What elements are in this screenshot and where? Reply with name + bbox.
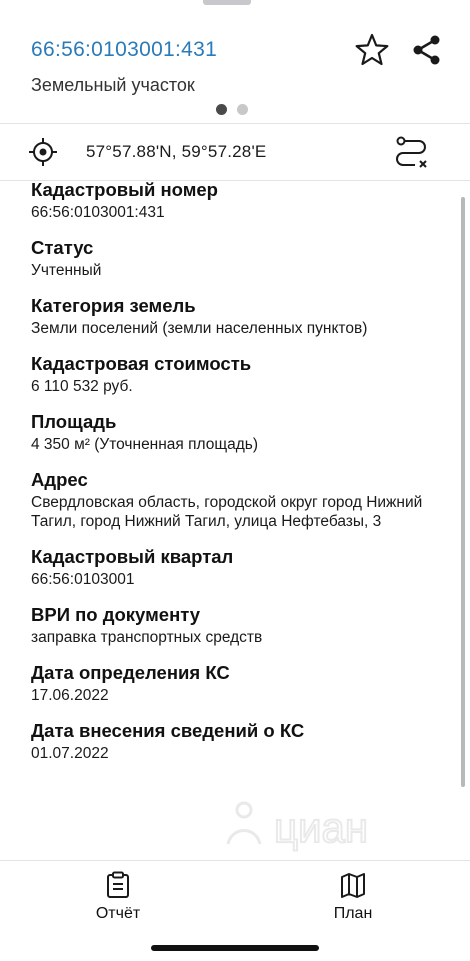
carousel-dot[interactable] [237,104,248,115]
field-label: ВРИ по документу [31,604,201,625]
clipboard-icon [105,871,131,899]
field-value: 4 350 м² (Уточненная площадь) [31,436,259,453]
tab-plan-label: План [333,905,373,922]
tab-report[interactable] [68,871,168,923]
field-label: Категория земель [31,295,196,316]
cadastral-number-title: 66:56:0103001:431 [31,38,218,61]
home-indicator[interactable] [151,945,319,951]
route-icon[interactable] [392,134,430,172]
object-type-subtitle: Земельный участок [31,75,195,95]
locate-crosshair-icon[interactable] [28,137,58,167]
sheet-grabber[interactable] [203,0,251,5]
field-value: 6 110 532 руб. [31,378,133,395]
field-label: Кадастровый квартал [31,546,234,567]
carousel-dot-active[interactable] [216,104,227,115]
scrollbar[interactable] [461,197,465,787]
field-permitted-use [31,603,451,647]
carousel-dots[interactable] [216,104,248,115]
field-address [31,468,451,531]
field-value: 66:56:0103001:431 [31,204,165,221]
field-valuation-date [31,661,451,705]
share-icon[interactable] [410,33,444,67]
field-label: Площадь [31,411,117,432]
tab-report-label: Отчёт [95,905,141,922]
field-land-category [31,294,451,338]
tab-plan[interactable] [303,871,403,923]
coordinates-text[interactable]: 57°57.88'N, 59°57.28'E [86,142,267,161]
field-label: Статус [31,237,94,258]
field-record-date [31,719,451,763]
field-cadastral-value [31,352,451,396]
field-label: Дата внесения сведений о КС [31,720,305,741]
field-label: Кадастровая стоимость [31,353,252,374]
field-area [31,410,451,454]
field-cadastral-number [31,178,451,222]
field-value: 17.06.2022 [31,687,109,704]
details-list[interactable] [31,178,451,777]
cian-watermark [222,792,422,862]
field-value: Учтенный [31,262,102,279]
field-label: Адрес [31,469,88,490]
coordinates-bar [0,123,470,181]
field-value: заправка транспортных средств [31,629,263,646]
map-icon [340,871,366,899]
field-label: Кадастровый номер [31,179,218,200]
svg-text:циан: циан [274,804,369,851]
field-value: Свердловская область, городской округ город Нижний Тагил, город Нижний Тагил, улица Нефтебазы, 3 [31,494,423,530]
field-label: Дата определения КС [31,662,230,683]
field-status [31,236,451,280]
favorite-star-icon[interactable] [354,32,390,68]
field-value: 01.07.2022 [31,745,109,762]
field-value: 66:56:0103001 [31,571,135,588]
field-value: Земли поселений (земли населенных пунктов) [31,320,368,337]
field-cadastral-quarter [31,545,451,589]
